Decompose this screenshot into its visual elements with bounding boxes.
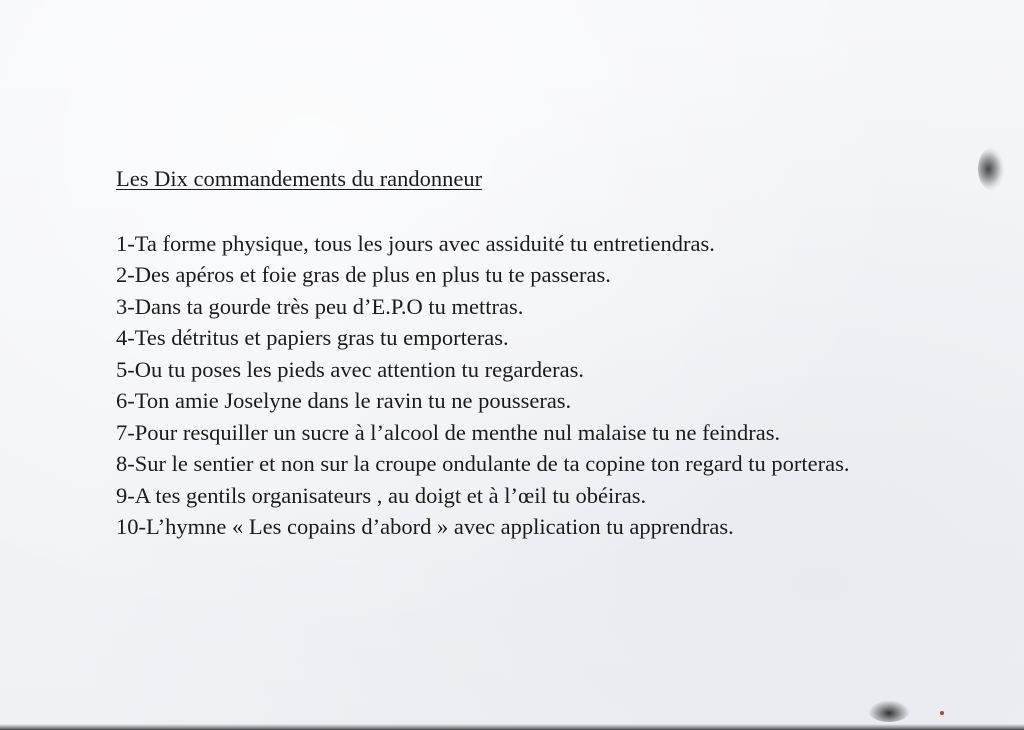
scan-bottom-edge: [0, 724, 1024, 730]
commandment-8: 8-Sur le sentier et non sur la croupe ondulante de ta copine ton regard tu porteras.: [116, 451, 850, 476]
document-title: Les Dix commandements du randonneur: [116, 166, 483, 191]
ink-smudge-bottom: [868, 700, 910, 722]
commandment-3: 3-Dans ta gourde très peu d’E.P.O tu mettras.: [116, 293, 524, 319]
commandment-4: 4-Tes détritus et papiers gras tu emporteras.: [116, 325, 509, 350]
red-speck: [940, 711, 944, 715]
commandment-9: 9-A tes gentils organisateurs , au doigt et à l’œil tu obéiras.: [116, 482, 647, 508]
commandment-5: 5-Ou tu poses les pieds avec attention tu regarderas.: [116, 356, 584, 382]
commandments-list: [116, 228, 916, 543]
ink-smudge-right: [978, 148, 1004, 190]
commandment-1: 1-Ta forme physique, tous les jours avec assiduité tu entretiendras.: [116, 230, 715, 256]
commandment-6: 6-Ton amie Joselyne dans le ravin tu ne pousseras.: [116, 388, 572, 413]
document-body: [116, 163, 916, 543]
commandment-7: 7-Pour resquiller un sucre à l’alcool de menthe nul malaise tu ne feindras.: [116, 419, 781, 445]
commandment-2: 2-Des apéros et foie gras de plus en plus tu te passeras.: [116, 262, 611, 287]
commandment-10: 10-L’hymne « Les copains d’abord » avec application tu apprendras.: [116, 514, 734, 539]
